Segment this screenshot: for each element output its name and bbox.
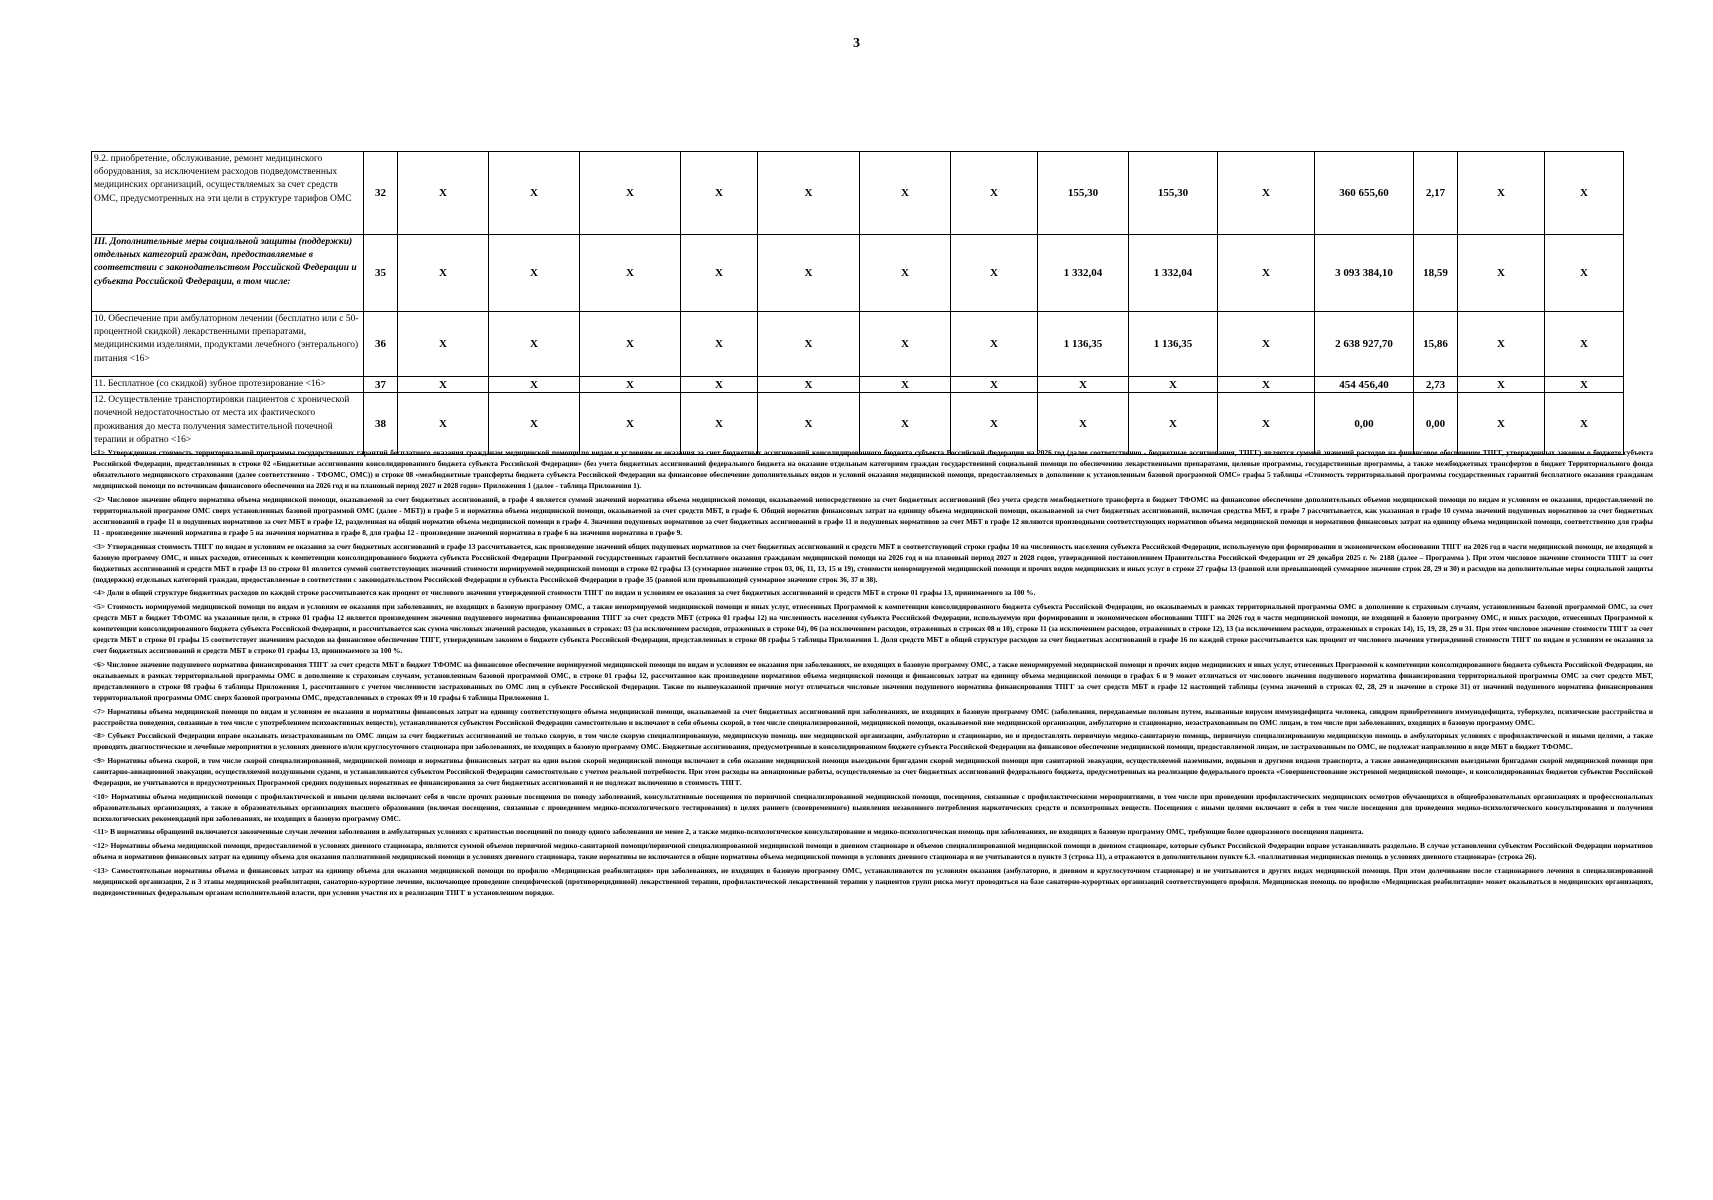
row-label: 9.2. приобретение, обслуживание, ремонт медицинского оборудования, за исключением расходов подведомственных медицинских организаций, осуществляемых за счет средств ОМС, предусмотренных на эти цели в структуре тарифов ОМС <box>92 152 364 235</box>
table-cell: 1 136,35 <box>1038 312 1129 377</box>
table-cell: X <box>1218 393 1315 455</box>
table-cell: X <box>489 312 580 377</box>
table-cell: X <box>580 152 681 235</box>
table-cell: X <box>398 393 489 455</box>
table-cell: X <box>1545 235 1624 312</box>
footnote: <6> Числовое значение подушевого норматива финансирования ТПГГ за счет средств МБТ в бюджет ТФОМС на финансовое обеспечение нормируемой медицинской помощи по видам и условиям ее оказания при заболеваниях, не входящих в базовую программу ОМС, а также ненормируемой медицинской помощи и прочих видов медицинских и иных услуг, отнесенных Программой к компетенции консолидированного бюджета субъекта Российской Федерации, но оказываемых в рамках территориальной программы ОМС в дополнение к страховым случаям, установленным базовой программой ОМС, в строке 01 графы 12, рассчитанное как произведение нормативов объема медицинской помощи и финансовых затрат на единицу объема медицинской помощи в графах 6 и 9 может отличаться от числового значения подушевого норматива финансирования территориальной программы ОМС за счет средств МБТ, представленного в строке 08 графы 6 таблицы Приложения 1, рассчитанного с учетом численности застрахованных по ОМС лиц в субъекте Российской Федерации. Также по вышеуказанной причине могут отличаться числовые значения подушевого норматива финансирования ТПГГ за счет средств МБТ в графе 12 настоящей таблицы (сумма значений в строках 02, 28, 29 и значение в строке 31) от значений подушевого норматива финансирования территориальной программы ОМС сверх базовой программы ОМС, представленных в строках 09 и 10 графы 6 таблицы Приложения 1. <box>93 659 1653 702</box>
table-cell: 0,00 <box>1315 393 1414 455</box>
table-cell: X <box>951 393 1038 455</box>
table-cell: X <box>951 312 1038 377</box>
table-cell: 1 332,04 <box>1038 235 1129 312</box>
footnotes <box>93 447 1653 901</box>
table-cell: X <box>1458 312 1545 377</box>
table-cell: X <box>580 235 681 312</box>
table-cell: X <box>1129 377 1218 393</box>
table-cell: X <box>951 377 1038 393</box>
table-cell: X <box>681 393 758 455</box>
budget-table <box>91 151 1624 455</box>
footnote: <10> Нормативы объема медицинской помощи с профилактической и иными целями включают себя в числе прочих разовые посещения по поводу заболеваний, консультативные посещения по первичной специализированной медицинской помощи, посещения, связанные с профилактическими мероприятиями, в том числе при проведении профилактических медицинских осмотров обучающихся в общеобразовательных организациях и профессиональных образовательных организациях, а также в образовательных организациях высшего образования (включая посещения, связанные с проведением медико-психологического тестирования) в целях раннего (своевременного) выявления незаконного потребления наркотических средств и психотропных веществ. Посещения с иными целями включают в себя в том числе посещения для проведения медико-психологического консультирования и получения психологических рекомендаций при заболеваниях, не входящих в базовую программу ОМС. <box>93 791 1653 823</box>
table-cell: 2,17 <box>1414 152 1458 235</box>
table-cell: X <box>1545 393 1624 455</box>
footnote: <7> Нормативы объема медицинской помощи по видам и условиям ее оказания и нормативы финансовых затрат на единицу соответствующего объема медицинской помощи, оказываемой за счет бюджетных ассигнований при заболеваниях, не входящих в базовую программу ОМС (заболевания, передаваемые половым путем, вызванные вирусом иммунодефицита человека, синдром приобретенного иммунодефицита, туберкулез, психические расстройства и расстройства поведения, связанные в том числе с употреблением психоактивных веществ), устанавливаются субъектом Российской Федерации самостоятельно и включают в себя объемы скорой, в том числе специализированной, медицинской помощи, оказываемой вне медицинской организации, амбулаторно и стационарно, незастрахованным по ОМС лицам, в том числе при заболеваниях, входящих в базовую программу ОМС. <box>93 706 1653 727</box>
table-cell: X <box>681 312 758 377</box>
table-cell: X <box>1458 235 1545 312</box>
row-label: 10. Обеспечение при амбулаторном лечении (бесплатно или с 50- процентной скидкой) лекарственными препаратами, медицинскими изделиями, продуктами лечебного (энтерального) питания <16> <box>92 312 364 377</box>
table-cell: X <box>580 312 681 377</box>
table-cell: X <box>1458 152 1545 235</box>
footnote: <5> Стоимость нормируемой медицинской помощи по видам и условиям ее оказания при заболеваниях, не входящих в базовую программу ОМС, а также ненормируемой медицинской помощи и иных услуг, отнесенных Программой к компетенции консолидированного бюджета субъекта Российской Федерации, но оказываемых в рамках территориальной программы ОМС в дополнение к страховым случаям, установленным базовой программой ОМС, за счет средств МБТ в бюджет ТФОМС на указанные цели, в строке 01 графы 12 является произведением значения подушевого норматива финансирования ТПГГ за счет средств МБТ (строка 01 графы 12) на численность населения субъекта Российской Федерации, используемую при формировании и экономическом обосновании ТПГГ на 2026 год в части медицинской помощи, не входящей в базовую программу ОМС, и иных расходов, отнесенных Программой к компетенции консолидированного бюджета субъекта Российской Федерации, и рассчитывается как сумма числовых значений расходов, указанных в строках: 03 (за исключением расходов, отраженных в строке 04), 06 (за исключением расходов, отраженных в строках 08 и 10), строке 11 (за исключением расходов, отраженных в строке 12), 13 (за исключением расходов, отраженных в строках 14), 15, 19, 28, 29 и 31. При этом числовое значение стоимости ТПГГ за счет средств МБТ в строке 01 графы 15 соответствует значениям расходов на финансовое обеспечение ТПГГ, утвержденным законом о бюджете субъекта Российской Федерации, представленных в строке 08 графы 5 таблицы Приложения 1. Доля средств МБТ в общей структуре расходов за счет бюджетных ассигнований в графе 16 по каждой строке рассчитывается как процент от числового значения утвержденной стоимости ТПГГ по видам и условиям ее оказания за счет бюджетных ассигнований и средств МБТ в строке 01 графы 13, принимаемого за 100 %. <box>93 601 1653 656</box>
table-cell: X <box>1545 377 1624 393</box>
footnote: <2> Числовое значение общего норматива объема медицинской помощи, оказываемой за счет бюджетных ассигнований, в графе 4 является суммой значений норматива объема медицинской помощи, оказываемой непосредственно за счет бюджетных ассигнований (без учета средств межбюджетного трансферта в бюджет ТФОМС на финансовое обеспечение дополнительных объемов медицинской помощи по видам и условиям ее оказания, предоставляемой по территориальной программе ОМС сверх установленных базовой программой ОМС (далее - МБТ)) в графе 5 и норматива объема медицинской помощи, оказываемой за счет средств МБТ, в графе 6. Общий норматив финансовых затрат на единицу объема медицинской помощи, оказываемой за счет бюджетных ассигнований, включая средства МБТ, в графе 7 рассчитывается, как указанная в графе 10 сумма значений подушевых нормативов за счет бюджетных ассигнований в графе 11 и подушевых нормативов за счет МБТ в графе 12, разделенная на общий норматив объема медицинской помощи в графе 4. Значения подушевых нормативов за счет бюджетных ассигнований в графе 11 и подушевых нормативов за счет МБТ в графе 12 являются производными соответствующих нормативов объема медицинской помощи и нормативов финансовых затрат на единицу объема медицинской помощи, соответственно для графы 11 - произведение значений норматива в графе 5 на значения норматива в графе 8, для графы 12 - произведение значений норматива в графе 6 на значения норматива в графе 9. <box>93 494 1653 537</box>
table-cell: X <box>398 235 489 312</box>
row-code-cell: 32 <box>364 152 398 235</box>
table-cell: 0,00 <box>1414 393 1458 455</box>
table-cell: 1 136,35 <box>1129 312 1218 377</box>
table-cell: X <box>398 312 489 377</box>
table-cell: X <box>860 152 951 235</box>
table-row <box>92 235 1624 312</box>
table-cell: X <box>580 377 681 393</box>
table-cell: X <box>1218 152 1315 235</box>
table-cell: 1 332,04 <box>1129 235 1218 312</box>
table-cell: X <box>489 377 580 393</box>
table-cell: X <box>1458 377 1545 393</box>
row-code-cell: 37 <box>364 377 398 393</box>
table-cell: 360 655,60 <box>1315 152 1414 235</box>
table-cell: X <box>1129 393 1218 455</box>
table-cell: 155,30 <box>1129 152 1218 235</box>
table-cell: X <box>398 377 489 393</box>
table-cell: X <box>681 377 758 393</box>
table-cell: 15,86 <box>1414 312 1458 377</box>
footnote: <11> В нормативы обращений включаются законченные случаи лечения заболевания в амбулаторных условиях с кратностью посещений по поводу одного заболевания не менее 2, а также медико-психологическое консультирование и медико-психологическая помощь при заболеваниях, не входящих в базовую программу ОМС, требующие более одноразового посещения пациента. <box>93 827 1364 837</box>
table-cell: X <box>758 235 860 312</box>
table-cell: X <box>489 393 580 455</box>
table-cell: X <box>580 393 681 455</box>
table-row <box>92 152 1624 235</box>
table-cell: 454 456,40 <box>1315 377 1414 393</box>
footnote: <12> Нормативы объема медицинской помощи, предоставляемой в условиях дневного стационара, являются суммой объемов первичной медико-санитарной помощи/первичной специализированной медицинской помощи в дневном стационаре и объемов специализированной медицинской помощи в дневном стационаре, которые субъект Российской Федерации вправе устанавливать раздельно. В случае установления субъектом Российской Федерации нормативов объема и нормативов финансовых затрат на единицу объема для оказания паллиативной медицинской помощи в условиях дневного стационара, такие нормативы не включаются в общие нормативы объема медицинской помощи в условиях дневного стационара и не учитываются в пункте 3 (строка 11), а отражаются в дополнительном пункте 6.3. «паллиативная медицинская помощь в условиях дневного стационара» (строка 26). <box>93 841 1653 862</box>
table-row <box>92 393 1624 455</box>
row-label: 12. Осуществление транспортировки пациентов с хронической почечной недостаточностью от места их фактического проживания до места получения заместительной почечной терапии и обратно <16> <box>92 393 364 455</box>
table-cell: X <box>1545 152 1624 235</box>
footnote: <4> Доли в общей структуре бюджетных расходов по каждой строке рассчитываются как процент от числового значения утвержденной стоимости ТПГГ по видам и условиям ее оказания за счет бюджетных ассигнований и средств МБТ в строке 01 графы 13, принимаемого за 100 %. <box>93 588 1036 598</box>
table-cell: X <box>758 152 860 235</box>
table-cell: X <box>489 152 580 235</box>
table-cell: 18,59 <box>1414 235 1458 312</box>
table-cell: X <box>398 152 489 235</box>
table-cell: X <box>681 152 758 235</box>
table-cell: X <box>1218 377 1315 393</box>
footnote: <1> Утвержденная стоимость территориальной программы государственных гарантий бесплатного оказания гражданам медицинской помощи по видам и условиям ее оказания за счет бюджетных ассигнований консолидированного бюджета субъекта Российской Федерации на 2026 год (далее соответственно - бюджетные ассигнования, ТПГГ) является суммой значений расходов на финансовое обеспечение ТПГГ, утвержденных законом о бюджете субъекта Российской Федерации, представленных в строке 02 «Бюджетные ассигнования консолидированного бюджета субъекта Российской Федерации» (без учета бюджетных ассигнований федерального бюджета на оказание отдельным категориям граждан государственной социальной помощи по обеспечению лекарственными препаратами, целевые программы, государственные программы, а также межбюджетных трансфертов в бюджет Территориального фонда обязательного медицинского страхования (далее соответственно - ТФОМС, ОМС)) и строке 08 «межбюджетные трансферты бюджета субъекта Российской Федерации на финансовое обеспечение дополнительных видов и условий оказания медицинской помощи, предоставляемых в дополнение к установленным базовой программой ОМС» графы 5 таблицы «Стоимость территориальной программы государственных гарантий бесплатного оказания гражданам медицинской помощи по источникам финансового обеспечения на 2026 год и на плановый период 2027 и 2028 годов» Приложения 1 (далее - таблица Приложения 1). <box>93 448 1653 491</box>
footnote: <8> Субъект Российской Федерации вправе оказывать незастрахованным по ОМС лицам за счет бюджетных ассигнований не только скорую, в том числе скорую специализированную, медицинскую помощь вне медицинской организации, амбулаторно и стационарно, но и предоставлять первичную медико-санитарную помощь, первичную специализированную медицинскую помощь в амбулаторных условиях с профилактической и иными целями, а также проводить диагностические и лечебные мероприятия в условиях дневного и/или круглосуточного стационара при заболеваниях, не входящих в базовую программу ОМС. Бюджетные ассигнования, предусмотренные в консолидированном бюджете субъекта Российской Федерации на финансовое обеспечение медицинской помощи, предоставляемой лицам, не застрахованным по ОМС, не подлежат направлению в виде МБТ в бюджет ТФОМС. <box>93 731 1653 752</box>
row-label: 11. Бесплатное (со скидкой) зубное протезирование <16> <box>92 377 364 393</box>
row-code-cell: 35 <box>364 235 398 312</box>
table-cell: 2 638 927,70 <box>1315 312 1414 377</box>
table-cell: X <box>1218 235 1315 312</box>
table-cell: X <box>951 152 1038 235</box>
table-cell: X <box>1038 393 1129 455</box>
row-code-cell: 38 <box>364 393 398 455</box>
row-label: III. Дополнительные меры социальной защиты (поддержки) отдельных категорий граждан, предоставляемые в соответствии с законодательством Российской Федерации и субъекта Российской Федерации, в том числе: <box>92 235 364 312</box>
row-code-cell: 36 <box>364 312 398 377</box>
table-cell: X <box>758 393 860 455</box>
table-cell: X <box>1458 393 1545 455</box>
footnote: <13> Самостоятельные нормативы объема и финансовых затрат на единицу объема для оказания медицинской помощи по профилю «Медицинская реабилитация» при заболеваниях, не входящих в базовую программу ОМС, устанавливаются по условиям оказания (амбулаторно, в дневном и круглосуточном стационаре) и не учитываются в других видах медицинской помощи. При этом долечивание после стационарного лечения в специализированной медицинской организации, 2 и 3 этапы медицинской реабилитации, санаторно-курортное лечение, включающее проведение специфической (противорецидивной) лекарственной терапии, профилактической лекарственной терапии у пациентов групп риска могут проводиться на базе санаторно-курортных организаций соответствующего профиля. Медицинская помощь по профилю «Медицинская реабилитация» может оказываться в медицинских организациях, подведомственных федеральным органам исполнительной власти, при условии участия их в реализации ТПГГ в установленном порядке. <box>93 865 1653 897</box>
table-cell: X <box>860 235 951 312</box>
table-cell: X <box>489 235 580 312</box>
table-cell: X <box>758 312 860 377</box>
table-cell: 155,30 <box>1038 152 1129 235</box>
table-cell: X <box>951 235 1038 312</box>
table-cell: X <box>860 312 951 377</box>
table-cell: X <box>681 235 758 312</box>
table-cell: X <box>1218 312 1315 377</box>
page-number: 3 <box>853 36 860 51</box>
table-cell: 3 093 384,10 <box>1315 235 1414 312</box>
table-cell: X <box>1545 312 1624 377</box>
table-row <box>92 377 1624 393</box>
table-cell: 2,73 <box>1414 377 1458 393</box>
footnote: <3> Утвержденная стоимость ТПГГ по видам и условиям ее оказания за счет бюджетных ассигнований в графе 13 рассчитывается, как произведение значений общих подушевых нормативов за счет бюджетных ассигнований и средств МБТ в соответствующей строке графы 10 на численность населения субъекта Российской Федерации, используемую при формировании и экономическом обосновании ТПГГ на 2026 год в части медицинской помощи, не входящей в базовую программу ОМС, и иных расходов, отнесенных к компетенции консолидированного бюджета субъекта Российской Федерации Программой государственных гарантий бесплатного оказания гражданам медицинской помощи на 2026 год и на плановый период 2027 и 2028 годов, утвержденной постановлением Правительства Российской Федерации от 29 декабря 2025 г. № 2188 (далее – Программа ). При этом числовое значение стоимости ТПГГ за счет бюджетных ассигнований и средств МБТ в графе 13 по строке 01 является суммой соответствующих значений стоимости нормируемой медицинской помощи в строке 02 графы 13 (суммарное значение строк 03, 06, 11, 13, 15 и 19), стоимости ненормируемой медицинской помощи и прочих видов медицинских и иных услуг в строке 27 графы 13 (равной или превышающей суммарное значение строк 28, 29 и 30) и расходов на дополнительные меры социальной защиты (поддержки) отдельных категорий граждан, предоставляемые в соответствии с законодательством Российской Федерации и субъекта Российской Федерации в графе 35 (равной или превышающей суммарное значение строк 36, 37 и 38). <box>93 541 1653 584</box>
table-cell: X <box>860 377 951 393</box>
table-cell: X <box>860 393 951 455</box>
table-row <box>92 312 1624 377</box>
footnote: <9> Нормативы объема скорой, в том числе скорой специализированной, медицинской помощи и нормативы финансовых затрат на один вызов скорой медицинской помощи включают в себя оказание медицинской помощи выездными бригадами скорой медицинской помощи при санитарной эвакуации, осуществляемой наземными, водными и другими видами транспорта, а также авиамедицинскими выездными бригадами скорой медицинской помощи при санитарно-авиационной эвакуации, осуществляемой воздушными судами, и устанавливаются субъектом Российской Федерации самостоятельно с учетом реальной потребности. При этом расходы на авиационные работы, осуществляемые за счет бюджетных ассигнований федерального бюджета, предусмотренных на реализацию федерального проекта «Совершенствование экстренной медицинской помощи», и консолидированных бюджетов субъектов Российской Федерации, не учитываются в предусмотренных Программой средних подушевых нормативах ее финансирования за счет бюджетных ассигнований и не подлежат включению в стоимость ТПГГ. <box>93 755 1653 788</box>
table-cell: X <box>758 377 860 393</box>
table-cell: X <box>1038 377 1129 393</box>
